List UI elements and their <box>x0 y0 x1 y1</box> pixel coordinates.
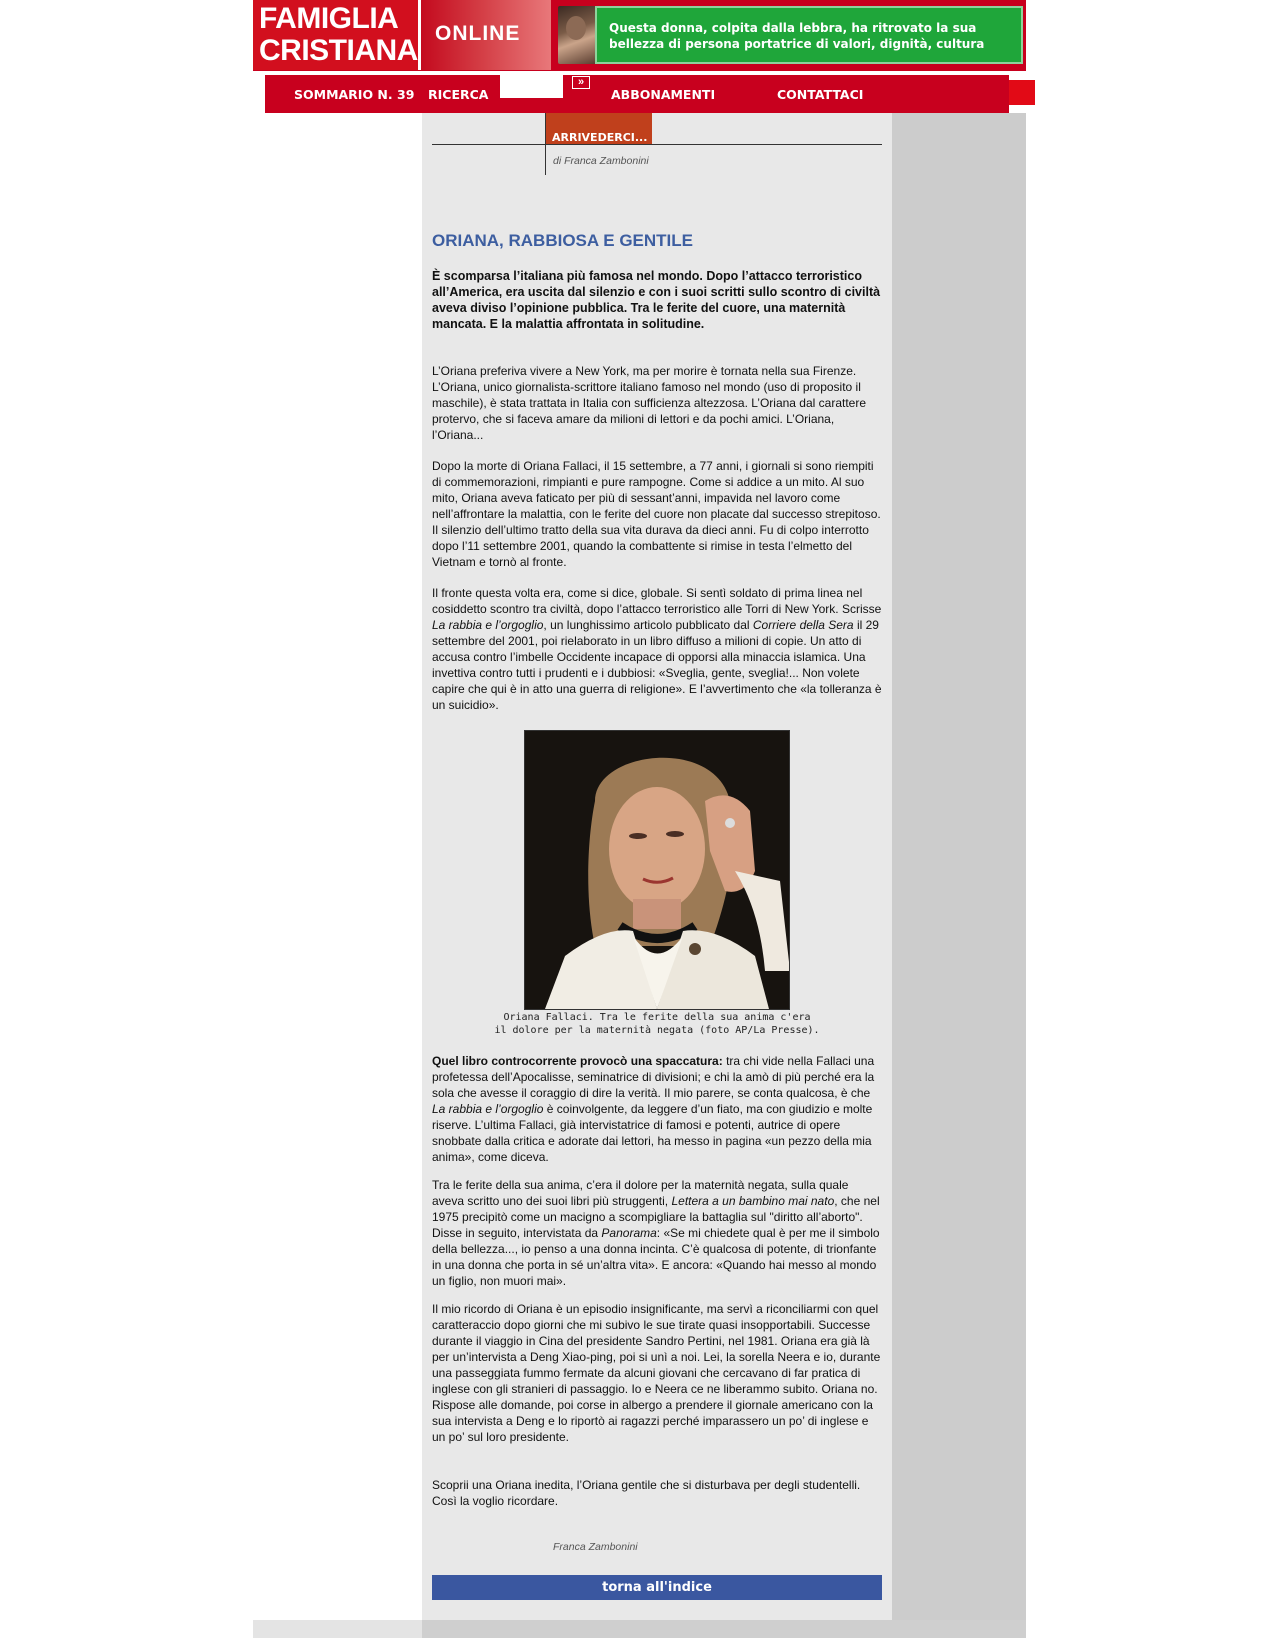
nav-sommario[interactable]: SOMMARIO N. 39 <box>294 87 415 102</box>
header-vertical-rule <box>545 113 546 175</box>
article-photo <box>524 730 790 1010</box>
book-title-italic-3: Lettera a un bambino mai nato <box>671 1194 835 1208</box>
paragraph-2: Dopo la morte di Oriana Fallaci, il 15 settembre, a 77 anni, i giornali si sono riempiti di commemorazioni, rimpianti e pure rampogne. Come si addice a un mito. Al suo mito, Oriana aveva faticato per più di sessant’anni, impavida nel lavoro come nell’affrontare la malattia, con le ferite del cuore non placate dal successo strepitoso. Il silenzio dell’ultimo tratto della sua vita durava da dieci anni. Fu di colpo interrotto dopo l’11 settembre 2001, quando la combattente si rimise in testa l’elmetto del Vietnam e tornò al fronte. <box>432 459 881 569</box>
promo-banner-text: Questa donna, colpita dalla lebbra, ha ritrovato la sua bellezza di persona portatrice di valori, dignità, cultura <box>609 21 985 51</box>
logo-line-1: FAMIGLIA <box>259 2 399 35</box>
banner-photo-face <box>566 16 586 40</box>
header-rule <box>432 144 882 145</box>
book-title-italic: La rabbia e l’orgoglio <box>432 618 544 632</box>
section-label: ARRIVEDERCI... <box>546 113 652 144</box>
header-banner <box>253 0 1026 71</box>
nav-ricerca[interactable]: RICERCA <box>428 87 489 102</box>
footer-strip-left <box>253 1620 422 1638</box>
paragraph-3-text-b: , un lunghissimo articolo pubblicato dal <box>543 618 753 632</box>
paragraph-6: Il mio ricordo di Oriana è un episodio insignificante, ma servì a riconciliarmi con quel caratteraccio dopo giorni che mi subivo le sue tirate quasi insopportabili. Successe durante il viaggio in Cina del presidente Sandro Pertini, nel 1981. Oriana era già là per un’intervista a Deng Xiao-ping, poi si unì a noi. Lei, la sorella Neera e io, durante una passeggiata fummo fermate da alcuni giovani che cercavano di far pratica di inglese con gli stranieri di passaggio. Io e Neera ce ne liberammo subito. Oriana no. Rispose alle domande, poi corse in albergo a prendere il giornale americano con la sua intervista a Deng e lo riportò ai ragazzi perché imparassero un po’ di inglese e un po’ sul loro presidente. <box>432 1302 881 1444</box>
signature: Franca Zambonini <box>553 1541 638 1553</box>
photo-caption <box>432 1011 882 1037</box>
book-title-italic-2: La rabbia e l’orgoglio <box>432 1102 544 1116</box>
paragraph-5-text-c: : «Se mi chiedete qual è per me il simbolo della bellezza..., io penso a una donna incinta. C’è qualcosa di potente, di trionfante in una donna che porta in sé un’altra vita». E ancora: «Quando hai messo al mondo un figlio, non muori mai». <box>432 1226 880 1288</box>
paragraph-1: L’Oriana preferiva vivere a New York, ma per morire è tornata nella sua Firenze. L’Oriana, unico giornalista-scrittore italiano famoso nel mondo (uso di proposito il maschile), è stata trattata in Italia con sufficienza altezzosa. L’Oriana dal carattere protervo, che si faceva amare da milioni di lettori e da pochi amici. L’Oriana, l’Oriana... <box>432 364 867 442</box>
nav-contattaci[interactable]: CONTATTACI <box>777 87 864 102</box>
online-label-area <box>421 0 551 70</box>
search-go-button[interactable]: » <box>572 76 590 89</box>
right-column <box>892 113 1026 1638</box>
paragraph-5-text-b: , che nel 1975 precipitò come un macigno a scompigliare la battaglia sul "diritto all’aborto". Disse in seguito, intervistata da <box>432 1194 880 1240</box>
photo-caption-line-1: Oriana Fallaci. Tra le ferite della sua anima c'era <box>503 1012 811 1023</box>
portrait-illustration <box>525 731 789 1009</box>
paragraph-5-text-a: Tra le ferite della sua anima, c’era il dolore per la maternità negata, sulla quale aveva scritto uno dei suoi libri più struggenti, <box>432 1178 849 1208</box>
paragraph-3 <box>432 585 882 713</box>
nav-abbonamenti[interactable]: ABBONAMENTI <box>611 87 716 102</box>
banner-photo[interactable] <box>558 6 596 64</box>
search-input[interactable] <box>500 75 563 98</box>
site-logo[interactable] <box>253 0 421 70</box>
photo-caption-line-2: il dolore per la maternità negata (foto AP/La Presse). <box>494 1025 820 1036</box>
footer-strip <box>422 1620 1026 1638</box>
back-to-index-button[interactable]: torna all'indice <box>432 1575 882 1600</box>
paragraph-4 <box>432 1053 882 1165</box>
main-nav <box>265 75 1009 113</box>
paragraph-4-text-a: tra chi vide nella Fallaci una profetessa dell’Apocalisse, seminatrice di divisioni; e chi la amò di più perché era la sola che avesse il coraggio di dire la verità. Il mio parere, se conta qualcosa, è che <box>432 1054 875 1100</box>
promo-banner[interactable] <box>595 6 1023 64</box>
paragraph-3-text-c: il 29 settembre del 2001, poi rielaborato in un libro diffuso a milioni di copie. Un atto di accusa contro l’imbelle Occidente incapace di opporsi alla minaccia islamica. Una invettiva contro tutti i prudenti e i dubbiosi: «Sveglia, gente, sveglia!... Non volete capire che qui è in atto una guerra di religione». E l’avvertimento che «la tolleranza è un suicidio». <box>432 618 882 712</box>
online-label: ONLINE <box>435 22 521 45</box>
paragraph-4-bold: Quel libro controcorrente provocò una spaccatura: <box>432 1054 723 1068</box>
logo-line-2: CRISTIANA <box>259 34 418 67</box>
nav-tail-decoration <box>1009 80 1035 105</box>
paragraph-5 <box>432 1177 882 1289</box>
newspaper-title-italic: Corriere della Sera <box>752 618 854 632</box>
paragraph-3-text-a: Il fronte questa volta era, come si dice, globale. Si sentì soldato di prima linea nel cosiddetto scontro tra civiltà, dopo l’attacco terroristico alle Torri di New York. Scrisse <box>432 586 882 616</box>
content-column <box>422 113 892 1638</box>
paragraph-4-text-b: è coinvolgente, da leggere d’un fiato, ma con giudizio e molte riserve. L’ultima Fallaci, già intervistatrice di famosi e potenti, autrice di opere snobbate dalla critica e adorate dai lettori, ha messo in pagina «un pezzo della mia anima», come diceva. <box>432 1102 873 1164</box>
article-title: ORIANA, RABBIOSA E GENTILE <box>432 231 693 250</box>
article-lead: È scomparsa l’italiana più famosa nel mondo. Dopo l’attacco terroristico all’America, era uscita dal silenzio e con i suoi scritti sullo scontro di civiltà aveva diviso l’opinione pubblica. Tra le ferite del cuore, una maternità mancata. E la malattia affrontata in solitudine. <box>432 269 881 331</box>
magazine-title-italic: Panorama <box>601 1226 657 1240</box>
byline: di Franca Zambonini <box>553 155 649 167</box>
page <box>253 0 1026 1638</box>
paragraph-7: Scoprii una Oriana inedita, l’Oriana gentile che si disturbava per degli studentelli. Così la voglio ricordare. <box>432 1478 861 1508</box>
